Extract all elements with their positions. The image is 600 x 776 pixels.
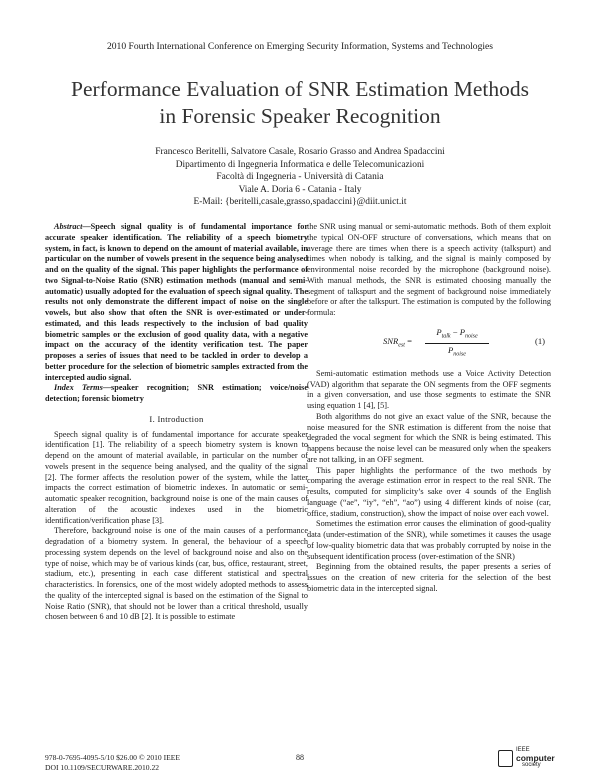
right-paragraph-5: Beginning from the obtained results, the paper presents a series of issues on the creation of new criteria for the selection of the best biometric data in the intercepted signal. — [307, 562, 551, 593]
abstract — [45, 222, 308, 383]
author-names: Francesco Beritelli, Salvatore Casale, Rosario Grasso and Andrea Spadaccini — [155, 147, 445, 157]
author-address: Viale A. Doria 6 - Catania - Italy — [238, 184, 362, 195]
logo-mark-icon — [498, 750, 513, 767]
title-line-2: in Forensic Speaker Recognition — [159, 104, 441, 128]
page-number: 88 — [296, 753, 304, 762]
index-terms — [45, 383, 308, 405]
author-email: E-Mail: {beritelli,casale,grasso,spadaccini}@diit.unict.it — [193, 197, 407, 208]
equation-lhs: $SNR_{est}$ = — [383, 335, 412, 349]
intro-paragraph-1: Speech signal quality is of fundamental importance for accurate speaker identification [1]. The reliability of a speech biometry system is known to depend on the amount of material available, in particular on the number of vowels present in the sequence being analysed, and the quality of the signal [2]. The former affects the resolution power of the system, while the latter impacts the correct estimation of biometric indexes. In automatic or semi-automatic speaker recognition, background noise is one of the main causes of alteration of the acoustic indexes used in the biometric identification/verification phase [3]. — [45, 429, 308, 525]
right-paragraph-4: Sometimes the estimation error causes the elimination of good-quality data (under-estimation of the SNR), while sometimes it causes the usage of low-quality biometric data that was probably corrupted by noise in the subsequent identification process (over-estimation of the SNR) — [307, 519, 551, 561]
right-paragraph-1: Semi-automatic estimation methods use a Voice Activity Detection (VAD) algorithm that separate the ON segments from the OFF segments in a given conversation, and use those segments to estimate the SNR using equation 1 [4], [5]. — [307, 368, 551, 410]
right-paragraph-continued: the SNR using manual or semi-automatic methods. Both of them exploit the typical ON-OFF structure of conversations, which means that on average there are times when there is a speech activity (talkspurt) and times when nobody is talking, and the signal is mainly composed by environmental noise recorded by the microphone (background noise). With manual methods, the SNR is estimated choosing manually the segment of talkspurt and the segment of background noise immediately before or after the talkspurt. The estimation is computed by the following formula: — [307, 222, 551, 317]
intro-paragraph-2: Therefore, background noise is one of the main causes of a performance degradation of a biometry system. In general, the behaviour of a speech processing system depends on the level of background noise and also on the type of noise, which may be of various kinds (car, bus, office, restaurant, street, stadium, etc.), presenting in each case different statistical and spectral characteristics. In forensics, one of the most widely adopted methods to assess the quality of the intercepted signal is based on the estimation of the Signal to Noise Ratio (SNR), that should not be lower than a critical threshold, usually chosen between 6 and 10 dB [2]. It is possible to estimate — [45, 526, 308, 622]
equation-number: (1) — [534, 335, 545, 346]
footer-doi: DOI 10.1109/SECURWARE.2010.22 — [45, 763, 160, 772]
computer-society-logo — [498, 748, 558, 772]
footer-isbn: 978-0-7695-4095-5/10 $26.00 © 2010 IEEE — [45, 753, 181, 762]
logo-bottom-text: society — [522, 762, 541, 768]
equation-denominator: $P_{noise}$ — [448, 345, 466, 358]
logo-top-text: IEEE — [516, 747, 530, 753]
right-paragraph-2: Both algorithms do not give an exact value of the SNR, because the noise measured for the SNR estimation is different from the noise that degraded the vocal segment for which the SNR is being estimated. This happens because the noise level can be measured only when the speakers are not talking, in an OFF segment. — [307, 411, 551, 464]
right-column — [307, 222, 551, 595]
abstract-label: Abstract — [54, 222, 83, 231]
index-terms-text: —speaker recognition; SNR estimation; voice/noise detection; forensic biometry — [45, 383, 308, 403]
author-faculty: Facoltà di Ingegneria - Università di Catania — [216, 172, 384, 183]
author-department: Dipartimento di Ingegneria Informatica e delle Telecomunicazioni — [175, 159, 425, 170]
author-block — [100, 146, 500, 209]
paper-title — [30, 76, 570, 130]
left-column — [45, 222, 308, 623]
section-heading-introduction: I. Introduction — [149, 413, 204, 424]
conference-header: 2010 Fourth International Conference on Emerging Security Information, Systems and Technologies — [106, 41, 494, 52]
logo-main-text: computer — [516, 753, 555, 763]
equation-snr — [307, 327, 551, 359]
index-terms-label: Index Terms — [54, 383, 103, 393]
abstract-text: —Speech signal quality is of fundamental importance for accurate speaker identification. The reliability of a speech biometry system, in fact, is known to depend on the amount of material available, in particular on the number of vowels present in the sequence being analysed and on the quality of the signal. This paper highlights the performance of two Signal-to-Noise Ratio (SNR) estimation methods (manual and semi-automatic) usually adopted for the evaluation of speech signal quality. The results not only demonstrate the different impact of noise on the single vowels, but also show that often the SNR is over-estimated or under-estimated, and this leads respectively to the inclusion of bad quality biometric samples or the exclusion of good quality data, with a negative impact on the accuracy of the identity verification test. The paper proposes a series of issues that need to be tackled in order to develop a better procedure for the selection of biometric samples extracted from the intercepted audio signal. — [45, 222, 308, 382]
equation-fraction — [425, 327, 489, 361]
right-paragraph-3: This paper highlights the performance of the two methods by comparing the average estimation error in respect to the real SNR. The results, computed for simplicity’s sake over 4 sounds of the English language (“ae”, “iy”, “eh”, “ao”) using 4 different kinds of noise (car, office, stadium, construction), show the impact of noise over each vowel. — [307, 465, 551, 518]
equation-numerator: $P_{talk} - P_{noise}$ — [425, 327, 489, 344]
title-line-1: Performance Evaluation of SNR Estimation Methods — [71, 77, 529, 101]
